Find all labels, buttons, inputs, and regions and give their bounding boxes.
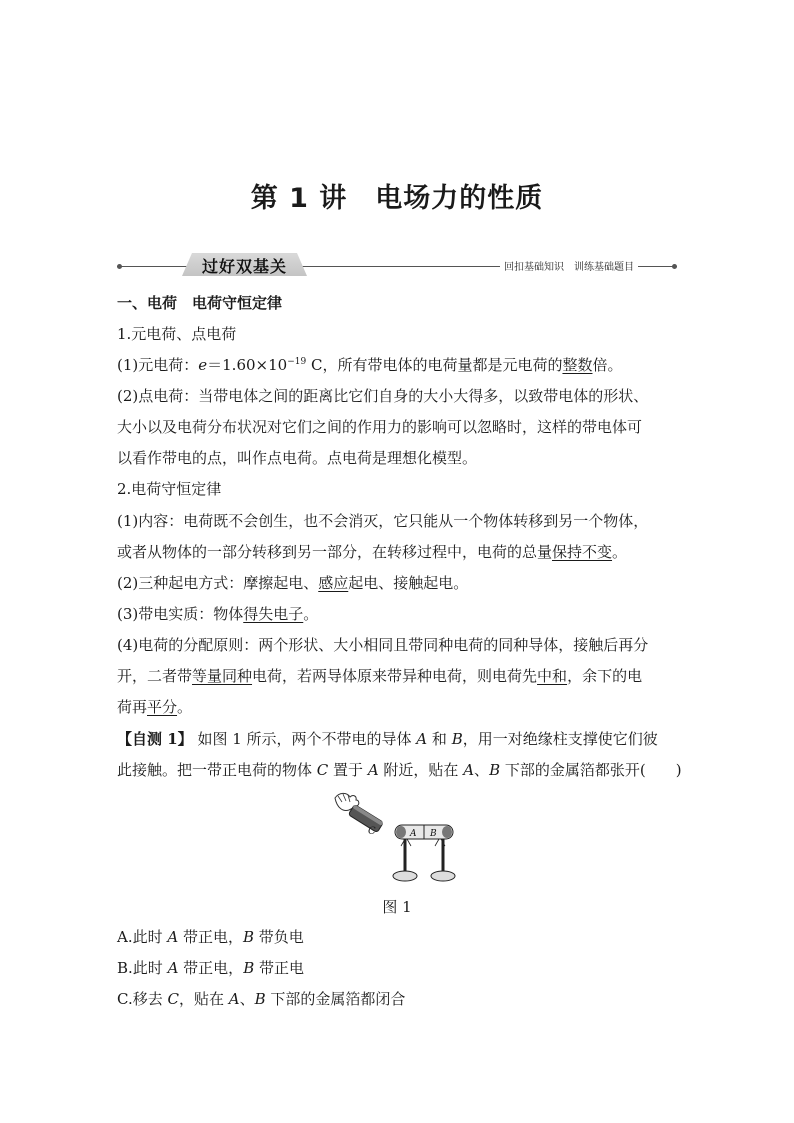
paragraph-point-charge-3: 以看作带电的点，叫作点电荷。点电荷是理想化模型。: [117, 449, 478, 467]
text: ，贴在: [178, 990, 229, 1008]
page-title: 第 1 讲 电场力的性质: [250, 183, 544, 214]
underlined-answer: 等量同种: [192, 667, 253, 685]
banner-tab-label: 过好双基关: [201, 257, 287, 276]
text: (1)元电荷：: [117, 356, 199, 374]
subheading-1: 1.元电荷、点电荷: [117, 325, 237, 343]
text: C，所有带电体的电荷量都是元电荷的: [306, 356, 563, 374]
banner-dot-left: [117, 264, 122, 269]
text: C.移去: [117, 990, 168, 1008]
text: 、: [474, 761, 490, 779]
paragraph-point-charge-2: 大小以及电荷分布状况对它们之间的作用力的影响可以忽略时，这样的带电体可: [117, 418, 643, 436]
text: 带负电: [254, 928, 304, 946]
text: ＝1.60×10: [207, 356, 288, 374]
paragraph-distribution-2: [117, 666, 642, 686]
text: 倍。: [592, 356, 623, 374]
text: 电荷，若两导体原来带异种电荷，则电荷先: [252, 667, 538, 685]
paragraph-distribution-3: [117, 697, 192, 717]
conductor-ab: [395, 825, 453, 839]
text: (2)三种起电方式：摩擦起电、: [117, 574, 319, 592]
text: 如图 1 所示，两个不带电的导体: [192, 730, 417, 748]
paragraph-charging-essence: [117, 604, 318, 624]
symbol-a: A: [367, 761, 379, 779]
symbol-a: A: [463, 761, 475, 779]
section-heading: 一、电荷 电荷守恒定律: [117, 294, 283, 312]
underlined-answer: 得失电子: [243, 605, 304, 623]
symbol-e: e: [198, 356, 208, 374]
text: 置于: [328, 761, 368, 779]
label-a: A: [410, 829, 417, 839]
text: 带正电，: [178, 928, 243, 946]
figure-1-illustration: [325, 790, 470, 885]
underlined-answer: 保持不变: [552, 543, 613, 561]
text: 下部的金属箔都闭合: [265, 990, 406, 1008]
insulating-stand-right: [431, 839, 455, 881]
subheading-2: 2.电荷守恒定律: [117, 480, 222, 498]
underlined-answer: 整数: [562, 356, 593, 374]
text: 。: [303, 605, 319, 623]
exercise-question-2: [117, 760, 682, 780]
metal-foils: [401, 839, 445, 846]
symbol: A: [167, 959, 179, 977]
text: 起电、接触起电。: [348, 574, 469, 592]
symbol: B: [254, 990, 266, 1008]
symbol: C: [167, 990, 179, 1008]
text: 和: [427, 730, 452, 748]
paragraph-conservation-1: (1)内容：电荷既不会创生，也不会消灭，它只能从一个物体转移到另一个物体，: [117, 512, 649, 530]
label-b: B: [430, 829, 437, 839]
symbol-b: B: [451, 730, 463, 748]
paragraph-elementary-charge: [117, 355, 622, 375]
paragraph-charging-methods: [117, 573, 468, 593]
paragraph-conservation-2: [117, 542, 627, 562]
figure-caption: 图 1: [382, 898, 412, 916]
underlined-answer: 感应: [318, 574, 349, 592]
text: 开，二者带: [117, 667, 193, 685]
symbol-b: B: [489, 761, 501, 779]
text: 荷再: [117, 698, 148, 716]
symbol-a: A: [416, 730, 428, 748]
paragraph-point-charge-1: (2)点电荷：当带电体之间的距离比它们自身的大小大得多，以致带电体的形状、: [117, 387, 649, 405]
underlined-answer: 平分: [147, 698, 178, 716]
text: ，用一对绝缘柱支撑使它们彼: [462, 730, 658, 748]
text: 带正电，: [178, 959, 244, 977]
exercise-tag: 【自测 1】: [117, 730, 193, 748]
text: 此接触。把一带正电荷的物体: [117, 761, 317, 779]
exponent: −19: [287, 357, 307, 367]
symbol-c: C: [316, 761, 329, 779]
text: 带正电: [254, 959, 304, 977]
label-c: C: [368, 826, 376, 837]
text: 。: [177, 698, 193, 716]
symbol: A: [228, 990, 240, 1008]
text: ，余下的电: [567, 667, 643, 685]
text: 、: [239, 990, 255, 1008]
option-b: [117, 958, 304, 978]
text: 附近，贴在: [378, 761, 464, 779]
text: B.此时: [117, 959, 168, 977]
exercise-question-1: [117, 729, 658, 749]
text: 。: [612, 543, 628, 561]
symbol: B: [243, 959, 255, 977]
symbol: B: [243, 928, 255, 946]
section-banner: [117, 253, 677, 277]
banner-subtitle: 回扣基础知识 训练基础题目: [500, 258, 638, 273]
symbol: A: [167, 928, 179, 946]
text: 下部的金属箔都张开( ): [500, 761, 682, 779]
insulating-stand-left: [393, 839, 417, 881]
text: (3)带电实质：物体: [117, 605, 244, 623]
charged-rod-c: [348, 804, 383, 832]
banner-dot-right: [672, 264, 677, 269]
option-c: [117, 989, 405, 1009]
text: 或者从物体的一部分转移到另一部分，在转移过程中，电荷的总量: [117, 543, 553, 561]
text: A.此时: [117, 928, 168, 946]
option-a: [117, 927, 304, 947]
underlined-answer: 中和: [537, 667, 568, 685]
paragraph-distribution-1: (4)电荷的分配原则：两个形状、大小相同且带同种电荷的同种导体，接触后再分: [117, 636, 649, 654]
